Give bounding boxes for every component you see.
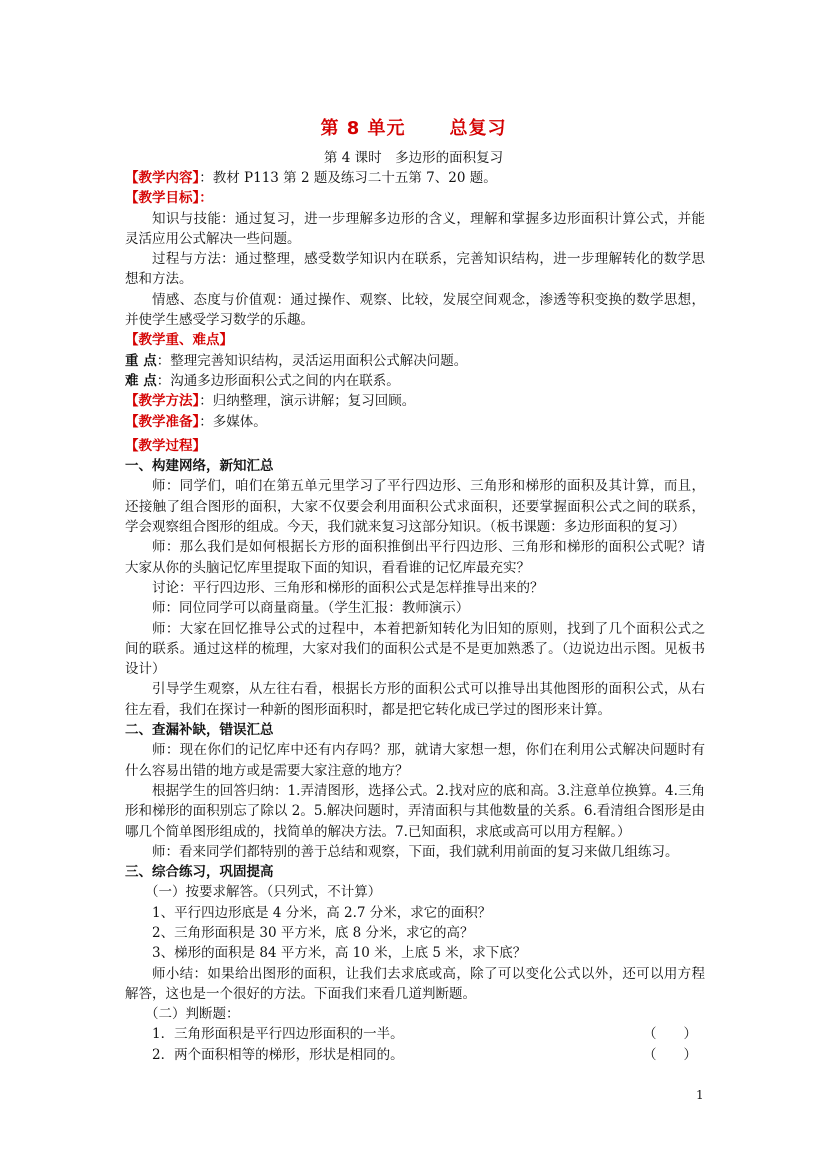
process-label: 【教学过程】 — [125, 437, 206, 454]
teaching-goals-line: 【教学目标】： — [125, 190, 213, 207]
exercise-1-question-3: 3、梯形的面积是 84 平方米，高 10 米，上底 5 米，求下底？ — [152, 945, 527, 962]
section-2-para-3: 师：看来同学们都特别的善于总结和观察，下面，我们就利用前面的复习来做几组练习。 — [152, 843, 679, 860]
judgement-text-2: 2．两个面积相等的梯形，形状是相同的。 — [152, 1046, 404, 1063]
section-1-para-3: 讨论：平行四边形、三角形和梯形的面积公式是怎样推导出来的？ — [152, 579, 544, 596]
prep-text: ：多媒体。 — [199, 413, 267, 430]
key-point-text: ：整理完善知识结构，灵活运用面积公式解决问题。 — [156, 352, 468, 369]
section-1-para-1: 师：同学们，咱们在第五单元里学习了平行四边形、三角形和梯形的面积及其计算，而且，还接触了组合图形的面积，大家不仅要会利用面积公式求面积，还要掌握面积公式之间的联系，学会观察组合图形的组成。今天，我们就来复习这部分知识。（板书课题：多边形面积的复习） — [125, 478, 705, 536]
difficulty-line — [125, 371, 705, 391]
exercise-1-question-2: 2、三角形面积是 30 平方米，底 8 分米，求它的高？ — [152, 924, 474, 941]
goal-process: 过程与方法：通过整理，感受数学知识内在联系，完善知识结构，进一步理解转化的数学思想和方法。 — [125, 251, 705, 288]
process-heading — [125, 436, 705, 456]
method-text: ：归纳整理，演示讲解；复习回顾。 — [199, 393, 416, 410]
exercise-1-question-1: 1、平行四边形底是 4 分米，高 2.7 分米，求它的面积？ — [152, 904, 492, 921]
page-title — [0, 114, 827, 140]
section-1-para-5: 师：大家在回忆推导公式的过程中，本着把新知转化为旧知的原则，找到了几个面积公式之间的联系。通过这样的梳理，大家对我们的面积公式是不是更加熟悉了。（边说边出示图。见板书设计） — [125, 620, 705, 678]
key-points-label: 【教学重、难点】 — [125, 332, 233, 349]
section-1-para-6: 引导学生观察，从左往右看，根据长方形的面积公式可以推导出其他图形的面积公式，从右往左看，我们在探讨一种新的图形面积时，都是把它转化成已学过的图形来计算。 — [125, 681, 705, 718]
page-number: 1 — [696, 1088, 704, 1102]
exercise-2-title: （二）判断题： — [145, 1006, 240, 1023]
teaching-content-line — [125, 168, 705, 188]
prep-line — [125, 412, 705, 432]
section-1-para-2: 师：那么我们是如何根据长方形的面积推倒出平行四边形、三角形和梯形的面积公式呢？请大家从你的头脑记忆库里提取下面的知识，看看谁的记忆库最充实？ — [125, 539, 705, 576]
judgement-text-1: 1．三角形面积是平行四边形面积的一半。 — [152, 1026, 404, 1043]
key-point-line — [125, 351, 705, 371]
method-label: 【教学方法】 — [125, 393, 200, 410]
goal-attitude: 情感、态度与价值观：通过操作、观察、比较，发展空间观念，渗透等积变换的数学思想，并使学生感受学习数学的乐趣。 — [125, 291, 705, 329]
section-1-heading: 一、构建网络，新知汇总 — [125, 458, 274, 475]
answer-bracket-1: （ ） — [643, 1026, 697, 1043]
section-2-para-2: 根据学生的回答归纳：1.弄清图形，选择公式。2.找对应的底和高。3.注意单位换算。4.三角形和梯形的面积别忘了除以 2。5.解决问题时，弄清面积与其他数量的关系。6.看清组合图形是由哪几个简单图形组成的，找简单的解决方法。7.已知面积，求底或高可以用方程解。） — [125, 782, 705, 840]
section-3-heading: 三、综合练习，巩固提高 — [125, 864, 274, 881]
judgement-item-2 — [125, 1045, 705, 1065]
method-line — [125, 391, 705, 411]
lesson-subtitle: 第 4 课时 多边形的面积复习 — [323, 150, 504, 166]
section-2-heading: 二、查漏补缺，错误汇总 — [125, 722, 274, 739]
judgement-item-1 — [125, 1024, 705, 1044]
section-1-para-4: 师：同位同学可以商量商量。（学生汇报：教师演示） — [152, 600, 470, 617]
review-title: 总复习 — [449, 118, 507, 139]
answer-bracket-2: （ ） — [643, 1046, 697, 1063]
goal-knowledge: 知识与技能：通过复习，进一步理解多边形的含义，理解和掌握多边形面积计算公式，并能灵活应用公式解决一些问题。 — [125, 210, 705, 247]
key-point-label: 重 点 — [125, 352, 157, 369]
exercise-1-title: （一）按要求解答。（只列式，不计算） — [145, 884, 382, 901]
teaching-content-label: 【教学内容】 — [125, 170, 200, 186]
teaching-content-text: ：教材 P113 第 2 题及练习二十五第 7、20 题。 — [199, 170, 497, 186]
difficulty-label: 难 点 — [125, 372, 157, 389]
prep-label: 【教学准备】 — [125, 413, 200, 430]
teaching-goals-label: 【教学目标】 — [125, 190, 200, 207]
key-points-heading — [125, 330, 705, 350]
teacher-summary: 师小结：如果给出图形的面积，让我们去求底或高，除了可以变化公式以外，还可以用方程解答，这也是一个很好的方法。下面我们来看几道判断题。 — [125, 965, 705, 1002]
document-body — [125, 168, 705, 1065]
difficulty-text: ：沟通多边形面积公式之间的内在联系。 — [156, 372, 400, 389]
unit-title: 第 8 单元 — [320, 118, 406, 139]
section-2-para-1: 师：现在你们的记忆库中还有内存吗？那，就请大家想一想，你们在利用公式解决问题时有什么容易出错的地方或是需要大家注意的地方？ — [125, 742, 705, 779]
